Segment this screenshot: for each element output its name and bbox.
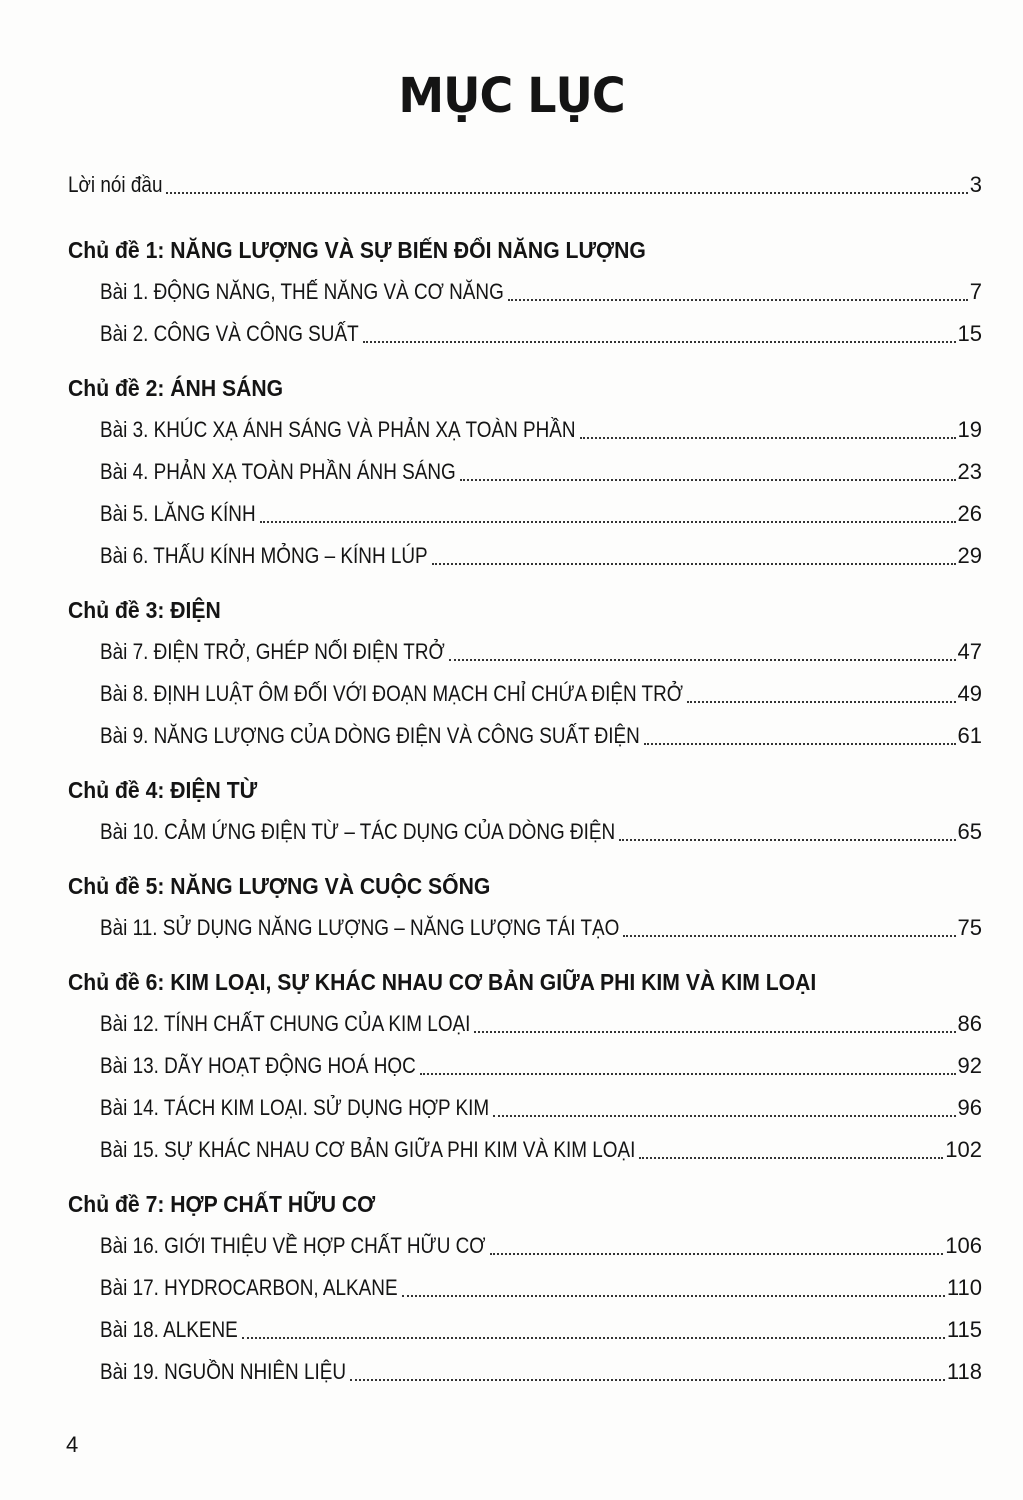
toc-topic-heading[interactable] [68, 229, 982, 271]
toc-lesson-entry[interactable] [68, 1351, 982, 1393]
lesson-label: Bài 13. DÃY HOẠT ĐỘNG HOÁ HỌC [100, 1053, 416, 1078]
toc-lesson-entry[interactable] [68, 715, 982, 757]
dot-leader [619, 839, 955, 841]
toc-lesson-entry[interactable] [68, 1045, 982, 1087]
lesson-label: Bài 12. TÍNH CHẤT CHUNG CỦA KIM LOẠI [100, 1011, 471, 1036]
dot-leader [260, 521, 956, 523]
topic-label: Chủ đề 3: ĐIỆN [68, 597, 221, 623]
lesson-label: Bài 15. SỰ KHÁC NHAU CƠ BẢN GIỮA PHI KIM VÀ KIM LOẠI [100, 1137, 636, 1162]
toc-lesson-entry[interactable] [68, 493, 982, 535]
dot-leader [363, 341, 956, 343]
dot-leader [508, 299, 968, 301]
lesson-page: 115 [946, 1317, 982, 1342]
dot-leader [432, 563, 956, 565]
toc-topic-heading[interactable] [68, 589, 982, 631]
lesson-page: 23 [957, 459, 982, 484]
toc-lesson-entry[interactable] [68, 1129, 982, 1171]
toc-lesson-entry[interactable] [68, 1003, 982, 1045]
lesson-label: Bài 2. CÔNG VÀ CÔNG SUẤT [100, 321, 359, 346]
dot-leader [474, 1031, 955, 1033]
lesson-page: 26 [957, 501, 982, 526]
toc-lesson-entry[interactable] [68, 631, 982, 673]
toc-topic-heading[interactable] [68, 1183, 982, 1225]
dot-leader [639, 1157, 943, 1159]
lesson-label: Bài 1. ĐỘNG NĂNG, THẾ NĂNG VÀ CƠ NĂNG [100, 279, 504, 304]
dot-leader [644, 743, 956, 745]
dot-leader [242, 1337, 945, 1339]
toc-lesson-entry[interactable] [68, 1267, 982, 1309]
lesson-page: 106 [945, 1233, 982, 1258]
dot-leader [460, 479, 956, 481]
lesson-page: 29 [957, 543, 982, 568]
lesson-page: 15 [957, 321, 982, 346]
toc-lesson-entry[interactable] [68, 409, 982, 451]
topic-label: Chủ đề 6: KIM LOẠI, SỰ KHÁC NHAU CƠ BẢN GIỮA PHI KIM VÀ KIM LOẠI [68, 969, 817, 995]
dot-leader [580, 437, 956, 439]
toc-lesson-entry[interactable] [68, 1225, 982, 1267]
toc-lesson-entry[interactable] [68, 1087, 982, 1129]
toc-lesson-entry[interactable] [68, 271, 982, 313]
toc-entry-label: Lời nói đầu [68, 172, 163, 197]
lesson-page: 7 [969, 279, 982, 304]
lesson-page: 19 [957, 417, 982, 442]
toc-lesson-entry[interactable] [68, 673, 982, 715]
table-of-contents [68, 164, 982, 1393]
toc-topic-heading[interactable] [68, 769, 982, 811]
dot-leader [420, 1073, 956, 1075]
page-title: MỤC LỤC [398, 66, 625, 124]
lesson-label: Bài 19. NGUỒN NHIÊN LIỆU [100, 1359, 347, 1384]
lesson-label: Bài 8. ĐỊNH LUẬT ÔM ĐỐI VỚI ĐOẠN MẠCH CHỈ CHỨA ĐIỆN TRỞ [100, 681, 684, 706]
toc-topic-heading[interactable] [68, 367, 982, 409]
dot-leader [449, 659, 956, 661]
toc-lesson-entry[interactable] [68, 451, 982, 493]
dot-leader [493, 1115, 955, 1117]
dot-leader [687, 701, 956, 703]
lesson-page: 75 [957, 915, 982, 940]
toc-entry-intro[interactable] [68, 164, 982, 206]
topic-label: Chủ đề 5: NĂNG LƯỢNG VÀ CUỘC SỐNG [68, 873, 491, 899]
dot-leader [350, 1379, 945, 1381]
dot-leader [623, 935, 955, 937]
lesson-page: 61 [957, 723, 982, 748]
topic-label: Chủ đề 7: HỢP CHẤT HỮU CƠ [68, 1191, 376, 1217]
toc-topic-heading[interactable] [68, 961, 982, 1003]
lesson-label: Bài 7. ĐIỆN TRỞ, GHÉP NỐI ĐIỆN TRỞ [100, 639, 445, 664]
toc-lesson-entry[interactable] [68, 1309, 982, 1351]
toc-lesson-entry[interactable] [68, 313, 982, 355]
toc-entry-page: 3 [969, 172, 982, 197]
topic-label: Chủ đề 4: ĐIỆN TỪ [68, 777, 258, 803]
lesson-label: Bài 16. GIỚI THIỆU VỀ HỢP CHẤT HỮU CƠ [100, 1233, 486, 1258]
topic-label: Chủ đề 1: NĂNG LƯỢNG VÀ SỰ BIẾN ĐỔI NĂNG LƯỢNG [68, 237, 646, 263]
toc-topic-heading[interactable] [68, 865, 982, 907]
dot-leader [402, 1295, 945, 1297]
lesson-page: 47 [957, 639, 982, 664]
topic-label: Chủ đề 2: ÁNH SÁNG [68, 375, 284, 401]
lesson-page: 96 [957, 1095, 982, 1120]
lesson-page: 110 [946, 1275, 982, 1300]
lesson-page: 118 [946, 1359, 982, 1384]
lesson-page: 65 [957, 819, 982, 844]
lesson-page: 92 [957, 1053, 982, 1078]
lesson-label: Bài 3. KHÚC XẠ ÁNH SÁNG VÀ PHẢN XẠ TOÀN PHẦN [100, 417, 576, 442]
dot-leader [166, 192, 967, 194]
lesson-label: Bài 11. SỬ DỤNG NĂNG LƯỢNG – NĂNG LƯỢNG TÁI TẠO [100, 915, 620, 940]
lesson-label: Bài 4. PHẢN XẠ TOÀN PHẦN ÁNH SÁNG [100, 459, 456, 484]
lesson-label: Bài 14. TÁCH KIM LOẠI. SỬ DỤNG HỢP KIM [100, 1095, 490, 1120]
dot-leader [490, 1253, 944, 1255]
lesson-page: 86 [957, 1011, 982, 1036]
toc-lesson-entry[interactable] [68, 907, 982, 949]
page-number: 4 [66, 1432, 79, 1457]
lesson-label: Bài 18. ALKENE [100, 1317, 238, 1342]
toc-lesson-entry[interactable] [68, 535, 982, 577]
lesson-label: Bài 6. THẤU KÍNH MỎNG – KÍNH LÚP [100, 543, 428, 568]
lesson-label: Bài 17. HYDROCARBON, ALKANE [100, 1275, 398, 1300]
toc-lesson-entry[interactable] [68, 811, 982, 853]
lesson-label: Bài 5. LĂNG KÍNH [100, 501, 256, 526]
lesson-label: Bài 9. NĂNG LƯỢNG CỦA DÒNG ĐIỆN VÀ CÔNG SUẤT ĐIỆN [100, 723, 640, 748]
lesson-page: 102 [945, 1137, 982, 1162]
lesson-page: 49 [957, 681, 982, 706]
lesson-label: Bài 10. CẢM ỨNG ĐIỆN TỪ – TÁC DỤNG CỦA DÒNG ĐIỆN [100, 819, 616, 844]
